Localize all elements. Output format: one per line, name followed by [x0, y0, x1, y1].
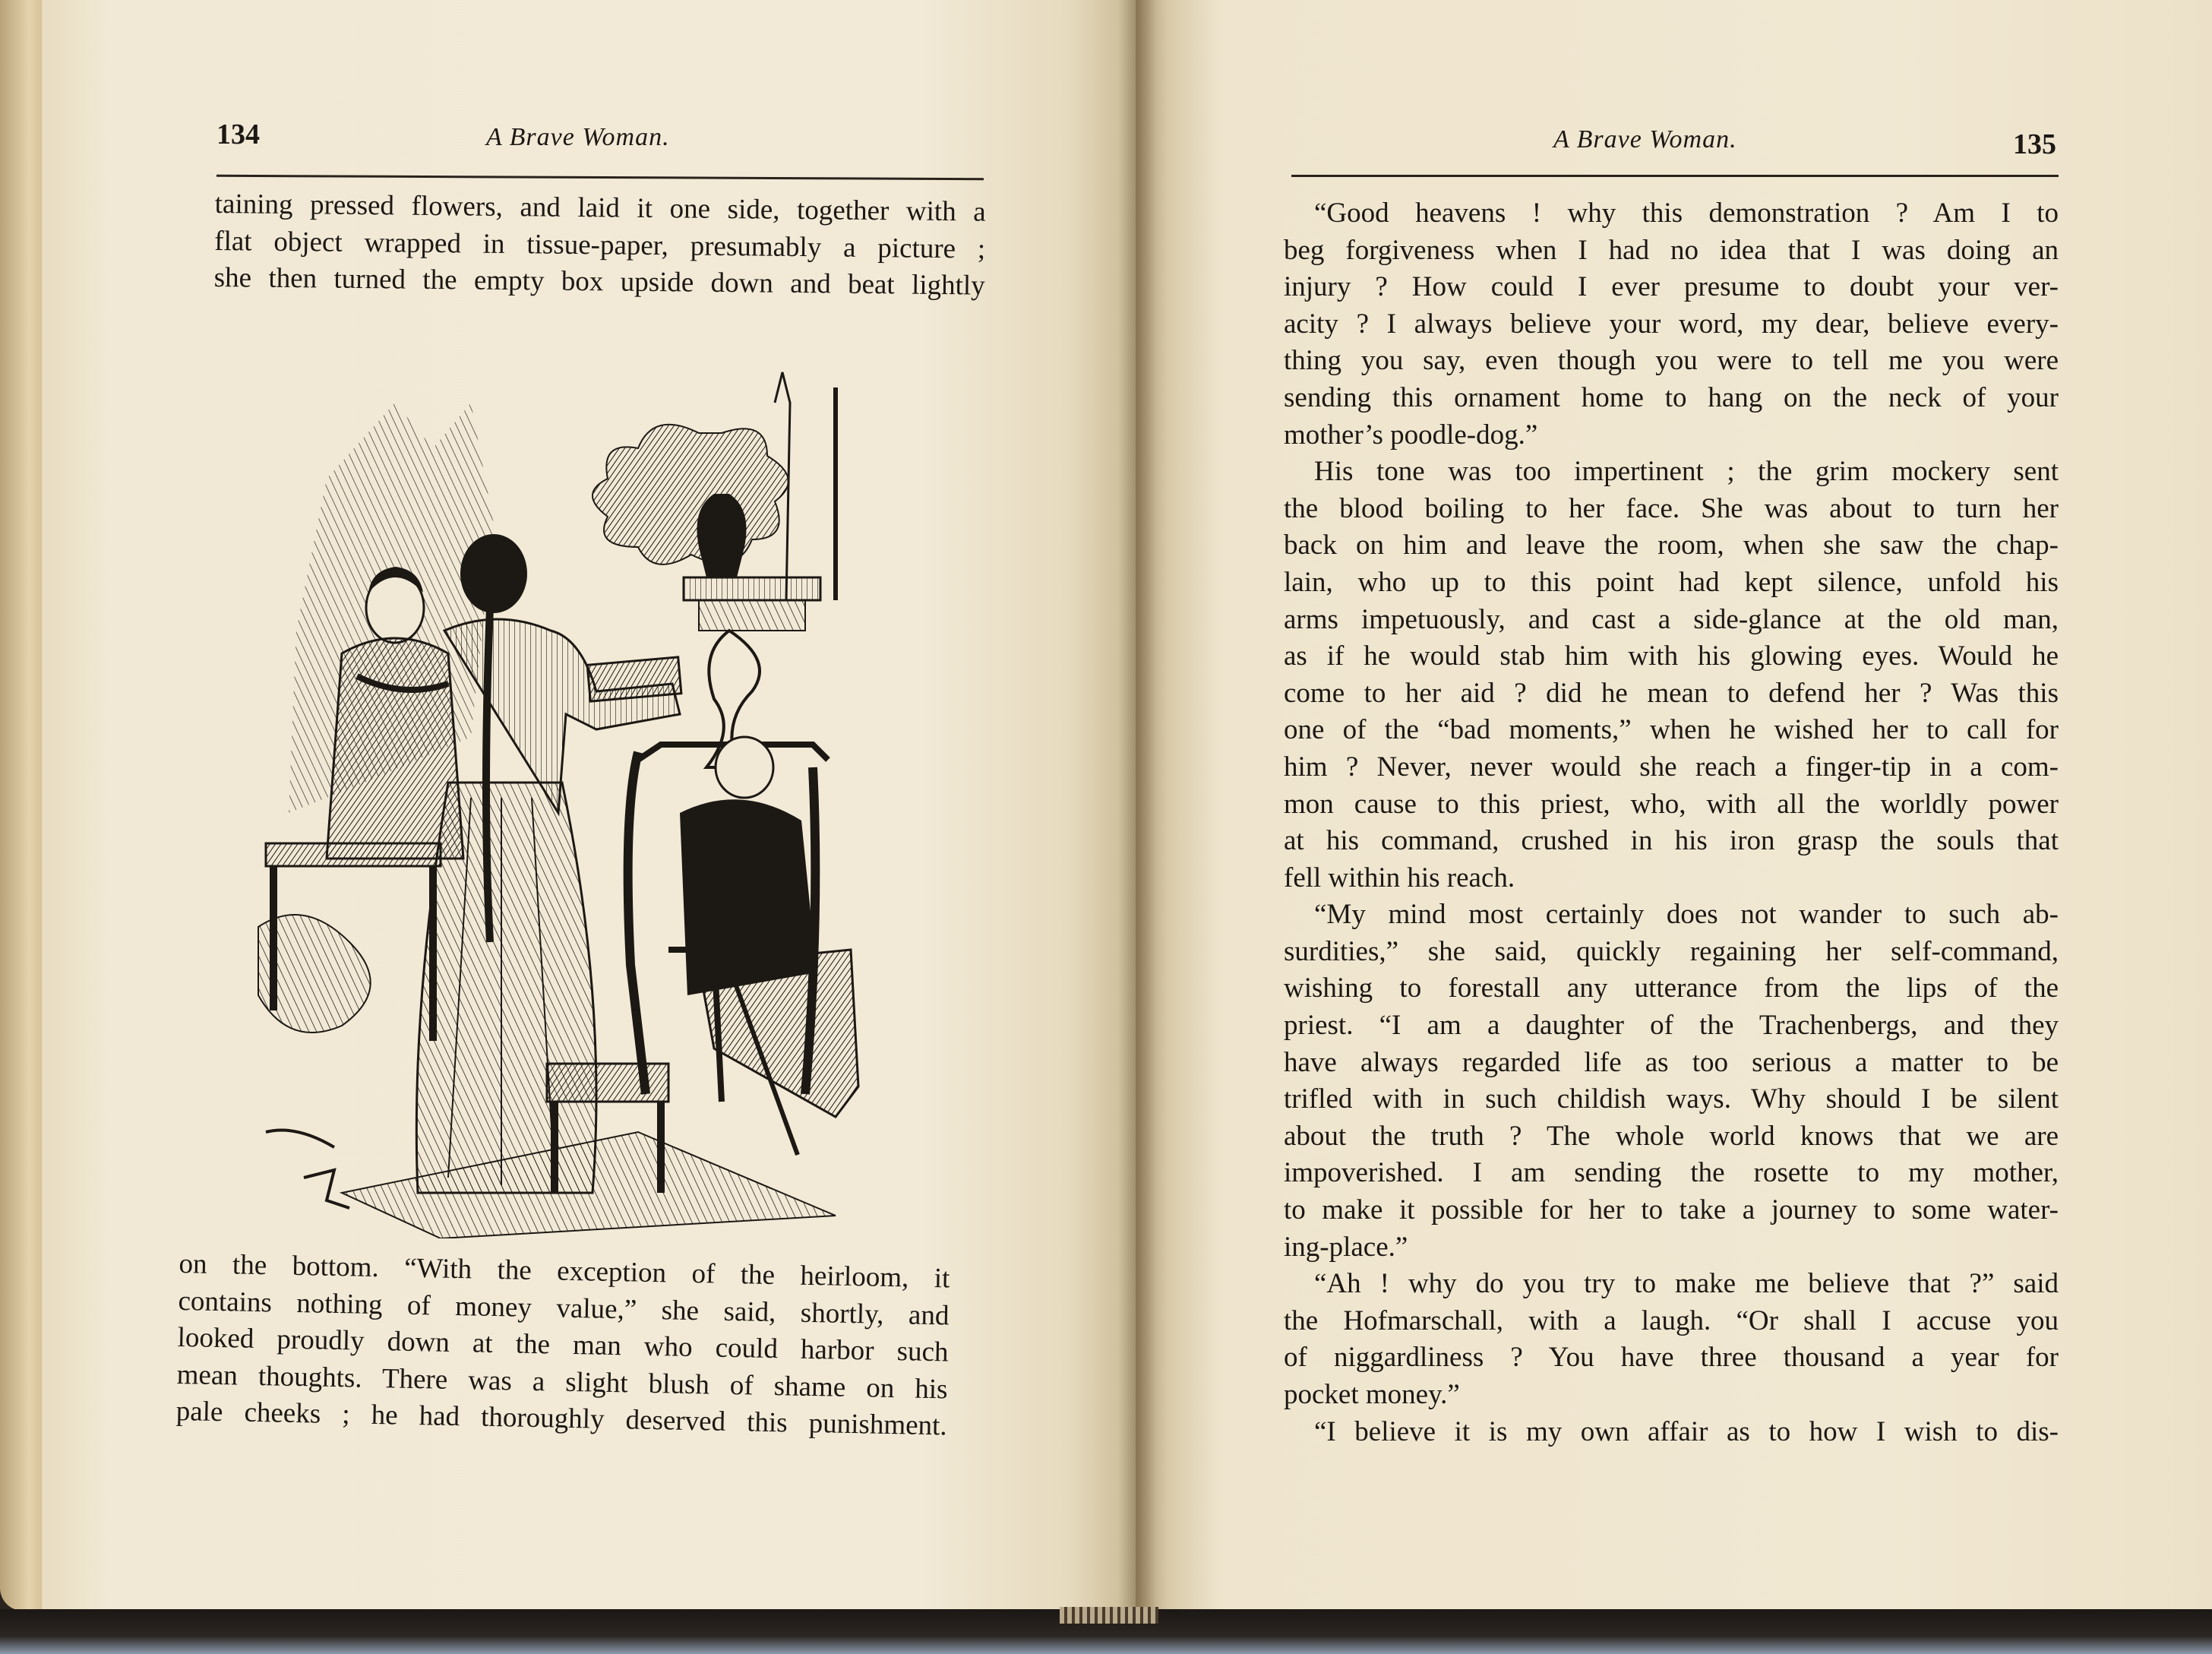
- text-line: “My mind most certainly does not wander to such ab-: [1314, 899, 2059, 931]
- left-top-text: [213, 186, 985, 305]
- text-line: fell within his reach.: [1284, 862, 1515, 893]
- text-line: beg forgiveness when I had no idea that I was doing an: [1284, 234, 2059, 266]
- right-head-rule: [1291, 175, 2059, 177]
- stool: [547, 1064, 668, 1102]
- left-bottom-text: [175, 1246, 950, 1445]
- text-line: she then turned the empty box upside down and beat lightly: [213, 262, 985, 302]
- text-line: flat object wrapped in tissue-paper, presumably a picture ;: [214, 225, 986, 265]
- text-line: priest. “I am a daughter of the Trachenbergs, and they: [1284, 1010, 2059, 1042]
- right-folio: 135: [2013, 128, 2056, 160]
- text-line: injury ? How could I ever presume to doubt your ver-: [1284, 271, 2059, 303]
- text-line: about the truth ? The whole world knows that we are: [1284, 1120, 2059, 1152]
- text-line: “Good heavens ! why this demonstration ? Am I to: [1314, 198, 2059, 229]
- table-ornament: [258, 915, 371, 1033]
- text-line: on the bottom. “With the exception of the heirloom, it: [179, 1248, 950, 1295]
- text-line: as if he would stab him with his glowing eyes. Would he: [1284, 640, 2059, 672]
- right-running-head: A Brave Woman.: [1553, 125, 1737, 153]
- text-line: him ? Never, never would she reach a finger-tip in a com-: [1284, 751, 2059, 783]
- text-line: contains nothing of money value,” she said, shortly, and: [178, 1285, 950, 1332]
- text-line: the Hofmarschall, with a laugh. “Or shall I accuse you: [1284, 1305, 2059, 1336]
- text-line: come to her aid ? did he mean to defend her ? Was this: [1284, 677, 2059, 709]
- text-line: of niggardliness ? You have three thousand a year for: [1284, 1342, 2059, 1374]
- left-running-head: A Brave Woman.: [486, 123, 670, 151]
- text-line: back on him and leave the room, when she saw the chap-: [1284, 530, 2059, 561]
- text-line: mon cause to this priest, who, with all the worldly power: [1284, 788, 2059, 820]
- left-folio: 134: [216, 119, 260, 150]
- text-line: pocket money.”: [1284, 1379, 1460, 1410]
- text-line: to make it possible for her to take a journey to some water-: [1284, 1194, 2059, 1226]
- text-line: trifled with in such childish ways. Why should I be silent: [1284, 1083, 2059, 1115]
- text-line: ing-place.”: [1284, 1231, 1408, 1263]
- text-line: looked proudly down at the man who could harbor such: [177, 1322, 949, 1368]
- text-line: arms impetuously, and cast a side-glance at the old man,: [1284, 603, 2059, 635]
- text-line: His tone was too impertinent ; the grim mockery sent: [1314, 456, 2059, 488]
- engraving-illustration: [243, 357, 927, 1238]
- text-line: wishing to forestall any utterance from the lips of the: [1284, 972, 2059, 1004]
- text-line: lain, who up to this point had kept silence, unfold his: [1284, 566, 2059, 598]
- text-line: mother’s poodle-dog.”: [1284, 419, 1538, 451]
- text-line: thing you say, even though you were to tell me you were: [1284, 345, 2059, 377]
- text-line: at his command, crushed in his iron grasp the souls that: [1284, 825, 2059, 857]
- text-line: pale cheeks ; he had thoroughly deserved this punishment.: [175, 1396, 948, 1442]
- text-line: have always regarded life as too serious a matter to be: [1284, 1046, 2059, 1078]
- right-text: [1284, 195, 2059, 1450]
- headband: [1060, 1607, 1158, 1624]
- text-line: impoverished. I am sending the rosette to my mother,: [1284, 1157, 2059, 1189]
- text-line: acity ? I always believe your word, my dear, believe every-: [1284, 308, 2059, 340]
- gutter-shadow: [1118, 0, 1156, 1609]
- text-line: one of the “bad moments,” when he wished her to call for: [1284, 714, 2059, 746]
- text-line: sending this ornament home to hang on the neck of your: [1284, 381, 2059, 413]
- text-line: the blood boiling to her face. She was about to turn her: [1284, 492, 2059, 524]
- text-line: mean thoughts. There was a slight blush of shame on his: [176, 1358, 948, 1406]
- text-line: taining pressed flowers, and laid it one side, together with a: [214, 188, 986, 228]
- text-line: “I believe it is my own affair as to how I wish to dis-: [1314, 1415, 2059, 1447]
- artist-monogram: [304, 1170, 349, 1208]
- text-line: surdities,” she said, quickly regaining her self-command,: [1284, 935, 2059, 967]
- floor-stroke: [266, 1131, 334, 1148]
- text-line: “Ah ! why do you try to make me believe that ?” said: [1314, 1268, 2059, 1300]
